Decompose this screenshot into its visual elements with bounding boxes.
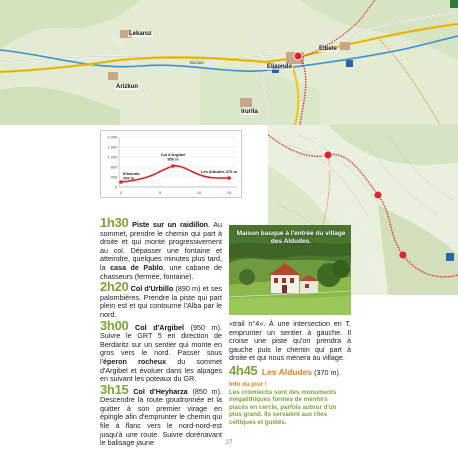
elevation-profile-graphic (101, 131, 243, 199)
map-label-irurita: Irurita (241, 109, 259, 115)
elevation-profile (100, 130, 242, 198)
profile-ytick: 1 600 (107, 145, 117, 150)
step-time: 3h00 (100, 317, 129, 333)
step-name: Col d'Urbillo (130, 284, 174, 294)
map-top (0, 0, 458, 125)
step-4 (100, 381, 223, 448)
profile-start-label: Elizondo (123, 171, 140, 176)
page-number: 27 (225, 440, 233, 446)
map-label-baztan: Baztan (190, 60, 205, 65)
final-step-name: Les Aldudes (261, 367, 313, 377)
map-top-graphic (0, 0, 458, 125)
continuation-text: «trail n°4». À une intersection en T, emprunter un sentier à gauche. Il croise une piste qu'on prendra à gauche puis le chemin qui part à droite et qui nous mènera au village. (229, 319, 351, 363)
step-1 (100, 215, 223, 281)
map-label-lekaroz: Lekaroz (129, 31, 152, 37)
map-label-arizkun: Arizkun (116, 84, 139, 90)
profile-ytick: 400 (110, 175, 117, 180)
step-3 (100, 317, 223, 384)
step-text: . Descendre la route goudronnée et la quitter à son premier virage en épingle afin d'emprunter le chemin qui file à flanc vers le nord-nord-est jusqu'à une route. Suivre dorénavant le balisage jaune (100, 386, 223, 448)
info-box (229, 381, 347, 426)
profile-start-alt: 200 m (123, 175, 135, 181)
profile-xtick: 15 (226, 191, 232, 195)
profile-peak-alt: 950 m (167, 156, 179, 162)
info-text: Les cromlechs sont des monuments mégalithiques formés de menhirs placés en cercle, parfois autour d'un plus grand. Ils servaient aux rites celtiques et guidés. (229, 388, 337, 426)
profile-peak-label: Col d'Argibel (160, 152, 186, 157)
profile-end-label: Les Aldudes 370 m (200, 169, 237, 174)
map-label-elbete: Elbete (319, 46, 338, 52)
profile-xtick: 0 (119, 191, 123, 195)
step-time: 3h15 (100, 381, 129, 397)
step-name: Col d'Heyharza (133, 386, 188, 396)
step-altitude: (950 m) (184, 322, 221, 332)
profile-xtick: 10 (196, 191, 202, 195)
profile-ytick: 2 000 (107, 135, 117, 140)
step-name: Piste sur un raidillon (132, 220, 208, 229)
text-column-right (229, 320, 351, 363)
step-text: , une cabane de chasseurs (fermée, fontaine). (100, 262, 222, 281)
step-2 (100, 279, 223, 319)
profile-ytick: 800 (110, 165, 117, 170)
profile-xtick: 5 (158, 191, 162, 195)
photo-basque-house (229, 225, 351, 315)
step-bold-text: casa de Pablo (110, 262, 163, 272)
step-altitude: (850 m) (187, 386, 221, 396)
step-text: du sommet d'Argibel et évoluer dans les alpages en suivant les poteaux du GR. (100, 356, 222, 384)
step-text: . Suivre le GRT 5 en direction de Berdaritz sur un sentier qui monte en gros vers le nord. Passer sous l' (100, 322, 223, 366)
profile-start-marker (119, 180, 123, 184)
step-name: Col d'Argibel (135, 322, 185, 332)
profile-peak-marker (171, 164, 175, 168)
final-step-altitude: (370 m). (312, 368, 341, 377)
map-label-elizondo: Elizondo (267, 64, 292, 70)
step-time: 1h30 (100, 215, 129, 230)
final-step-time: 4h45 (229, 363, 258, 378)
text-column-left (100, 215, 223, 450)
profile-end-marker (227, 176, 231, 180)
step-text: et ses palombières. Prendre la piste qui part plein est et qui contourne l'Alba par le nord. (100, 284, 223, 319)
step-altitude: (890 m) (173, 284, 201, 294)
step-time: 2h20 (100, 279, 129, 295)
profile-ytick: 0 (114, 185, 117, 190)
step-bold-text: éperon rocheux (102, 356, 167, 366)
final-step (229, 362, 359, 380)
step-text: . Au sommet, prendre le chemin qui part à droite et qui monte progressivement au col. Dépasser une fontaine et atteindre, quelques minutes plus tard, la (100, 220, 223, 272)
info-title: Info du jour ! (229, 381, 267, 388)
profile-ytick: 1 200 (107, 155, 117, 160)
photo-caption: Maison basque à l'entrée du village des Aldudes. (236, 230, 346, 245)
